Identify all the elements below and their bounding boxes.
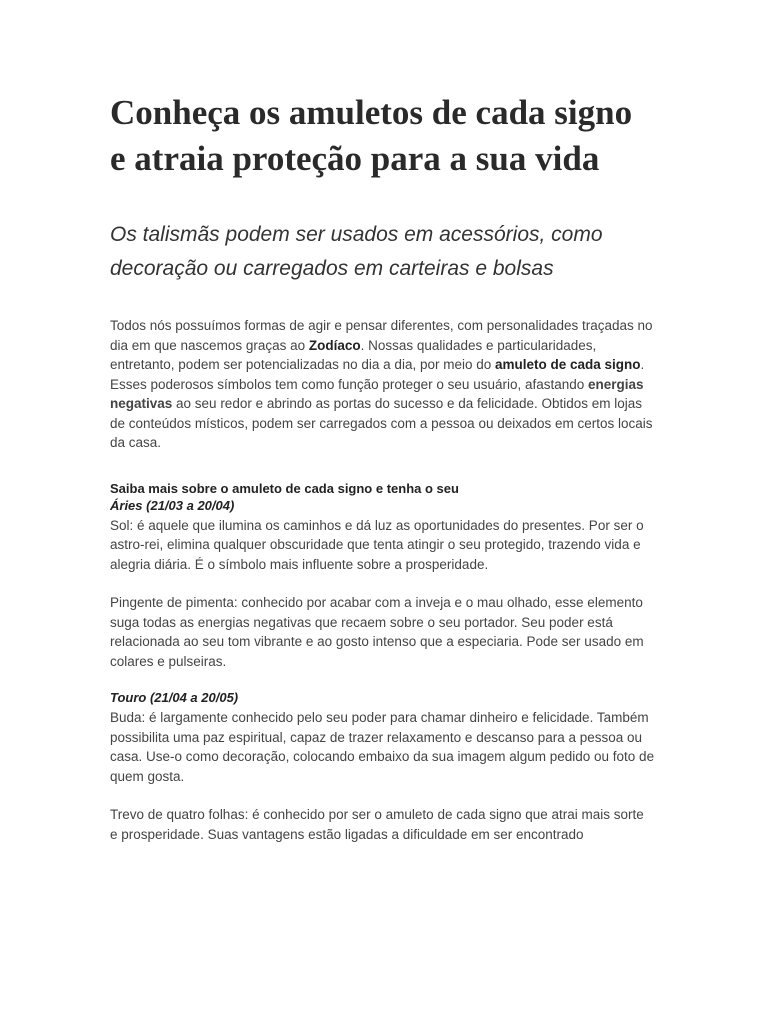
aries-amulet-sun: Sol: é aquele que ilumina os caminhos e dá luz as oportunidades do presentes. Por ser o astro-rei, elimina qualquer obscuridade que tenta atingir o seu protegido, trazendo vida e alegria diária. É o símbolo mais influente sobre a prosperidade. — [110, 517, 644, 572]
intro-paragraph-2 — [110, 375, 655, 453]
aries-amulet-pepper: Pingente de pimenta: conhecido por acabar com a inveja e o mau olhado, esse elemento suga todas as energias negativas que recaem sobre o seu portador. Seu poder está relacionada ao seu tom vibrante e ao gosto intenso que a especiaria. Pode ser usado em colares e pulseiras. — [110, 595, 644, 669]
touro-amulet-clover: Trevo de quatro folhas: é conhecido por ser o amuleto de cada signo que atrai mais sorte e prosperidade. Suas vantagens estão ligadas a dificuldade em ser encontrado — [110, 807, 644, 842]
intro-text: Todos nós possuímos formas de agir e pensar diferentes, com personalidades traçadas no dia em que nascemos graças ao — [110, 318, 653, 353]
intro-text: . Nossas qualidades e particularidades, entretanto, podem ser potencializadas no dia a dia, por meio do — [110, 337, 597, 372]
intro-paragraph-1 — [110, 316, 655, 375]
intro-text: ao seu redor e abrindo as portas do sucesso e da felicidade. Obtidos em lojas de conteúdos místicos, podem ser carregados com a pessoa ou deixados em certos locais da casa. — [110, 396, 653, 450]
article-title: Conheça os amuletos de cada signo e atraia proteção para a sua vida — [110, 93, 633, 178]
intro-text: . — [640, 357, 645, 372]
amulet-term: amuleto de cada signo — [495, 357, 641, 372]
sign-heading-aries: Áries (21/03 a 20/04) — [110, 497, 235, 513]
zodiac-term: Zodíaco — [308, 337, 361, 353]
intro-text: Esses poderosos símbolos tem como função proteger o seu usuário, afastando — [110, 376, 589, 392]
sign-heading-touro: Touro (21/04 a 20/05) — [110, 690, 239, 705]
negative-energy-term: energias negativas — [110, 376, 644, 411]
touro-amulet-buddha: Buda: é largamente conhecido pelo seu poder para chamar dinheiro e felicidade. Também possibilita uma paz espiritual, capaz de trazer relaxamento e descanso para a pessoa ou casa. Use-o como decoração, colocando embaixo da sua imagem algum pedido ou foto de quem gosta. — [110, 710, 655, 784]
article-subtitle: Os talismãs podem ser usados em acessórios, como decoração ou carregados em carteiras e bolsas — [110, 223, 603, 280]
section-heading: Saiba mais sobre o amuleto de cada signo e tenha o seu — [110, 480, 459, 496]
article — [110, 90, 655, 844]
